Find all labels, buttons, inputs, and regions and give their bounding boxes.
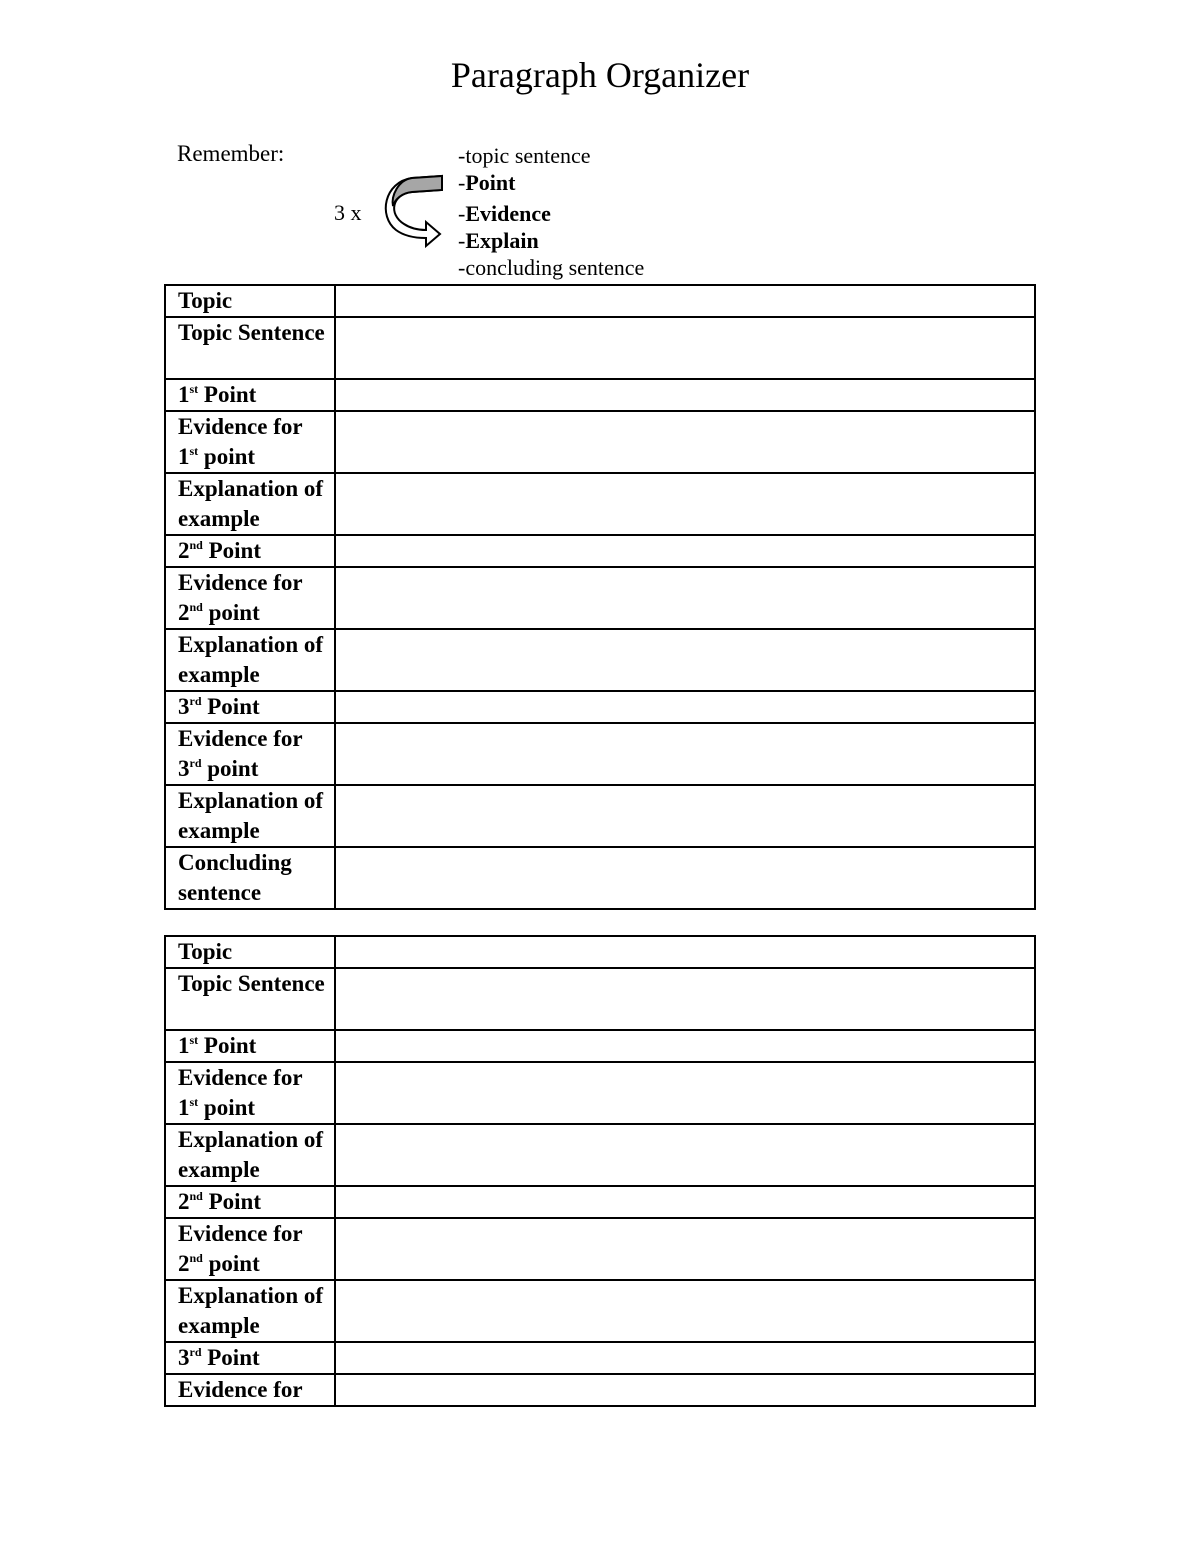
answer-cell[interactable] [335, 285, 1035, 317]
row-label: Explanation of example [165, 1124, 335, 1186]
row-label: Evidence for 2nd point [165, 1218, 335, 1280]
table-row [165, 1342, 1035, 1374]
table-row [165, 785, 1035, 847]
table-row [165, 691, 1035, 723]
repeat-arrow-icon [382, 172, 448, 252]
answer-cell[interactable] [335, 1186, 1035, 1218]
table-row [165, 1218, 1035, 1280]
answer-cell[interactable] [335, 379, 1035, 411]
table-row [165, 1030, 1035, 1062]
row-label: Topic Sentence [165, 317, 335, 379]
answer-cell[interactable] [335, 968, 1035, 1030]
table-row [165, 567, 1035, 629]
reminder-step: -Evidence [458, 201, 551, 226]
answer-cell[interactable] [335, 1218, 1035, 1280]
row-label: Explanation of example [165, 785, 335, 847]
answer-cell[interactable] [335, 317, 1035, 379]
table-row [165, 968, 1035, 1030]
answer-cell[interactable] [335, 567, 1035, 629]
table-row [165, 379, 1035, 411]
reminder-steps [458, 142, 644, 281]
row-label: Evidence for 3rd point [165, 723, 335, 785]
answer-cell[interactable] [335, 473, 1035, 535]
table-row [165, 723, 1035, 785]
answer-cell[interactable] [335, 723, 1035, 785]
table-row [165, 629, 1035, 691]
row-label: Topic Sentence [165, 968, 335, 1030]
table-row [165, 285, 1035, 317]
row-label: 1st Point [165, 1030, 335, 1062]
row-label: 3rd Point [165, 691, 335, 723]
table-row [165, 317, 1035, 379]
row-label: 3rd Point [165, 1342, 335, 1374]
answer-cell[interactable] [335, 411, 1035, 473]
row-label: 1st Point [165, 379, 335, 411]
answer-cell[interactable] [335, 535, 1035, 567]
reminder-step: -topic sentence [458, 143, 591, 168]
answer-cell[interactable] [335, 629, 1035, 691]
reminder-step: -Point [458, 170, 516, 195]
answer-cell[interactable] [335, 691, 1035, 723]
row-label: Topic [165, 936, 335, 968]
row-label: Evidence for 1st point [165, 411, 335, 473]
answer-cell[interactable] [335, 1124, 1035, 1186]
remember-label: Remember: [177, 141, 285, 166]
table-row [165, 1280, 1035, 1342]
table-row [165, 1374, 1035, 1406]
row-label: Concluding sentence [165, 847, 335, 909]
organizer-table-2 [164, 935, 1036, 1407]
row-label: Explanation of example [165, 1280, 335, 1342]
page-title: Paragraph Organizer [450, 55, 750, 95]
row-label: 2nd Point [165, 535, 335, 567]
table-row [165, 936, 1035, 968]
answer-cell[interactable] [335, 1030, 1035, 1062]
table-row [165, 1124, 1035, 1186]
answer-cell[interactable] [335, 1280, 1035, 1342]
row-label: Explanation of example [165, 629, 335, 691]
row-label: 2nd Point [165, 1186, 335, 1218]
row-label: Evidence for [165, 1374, 335, 1406]
answer-cell[interactable] [335, 1062, 1035, 1124]
table-row [165, 847, 1035, 909]
row-label: Evidence for 1st point [165, 1062, 335, 1124]
organizer-table-1 [164, 284, 1036, 910]
table-row [165, 473, 1035, 535]
answer-cell[interactable] [335, 1374, 1035, 1406]
answer-cell[interactable] [335, 936, 1035, 968]
answer-cell[interactable] [335, 785, 1035, 847]
row-label: Topic [165, 285, 335, 317]
answer-cell[interactable] [335, 847, 1035, 909]
answer-cell[interactable] [335, 1342, 1035, 1374]
row-label: Explanation of example [165, 473, 335, 535]
repeat-label: 3 x [334, 200, 362, 225]
row-label: Evidence for 2nd point [165, 567, 335, 629]
table-row [165, 1062, 1035, 1124]
reminder-step: -Explain [458, 228, 539, 253]
reminder-step: -concluding sentence [458, 255, 645, 280]
table-row [165, 535, 1035, 567]
table-row [165, 411, 1035, 473]
table-row [165, 1186, 1035, 1218]
